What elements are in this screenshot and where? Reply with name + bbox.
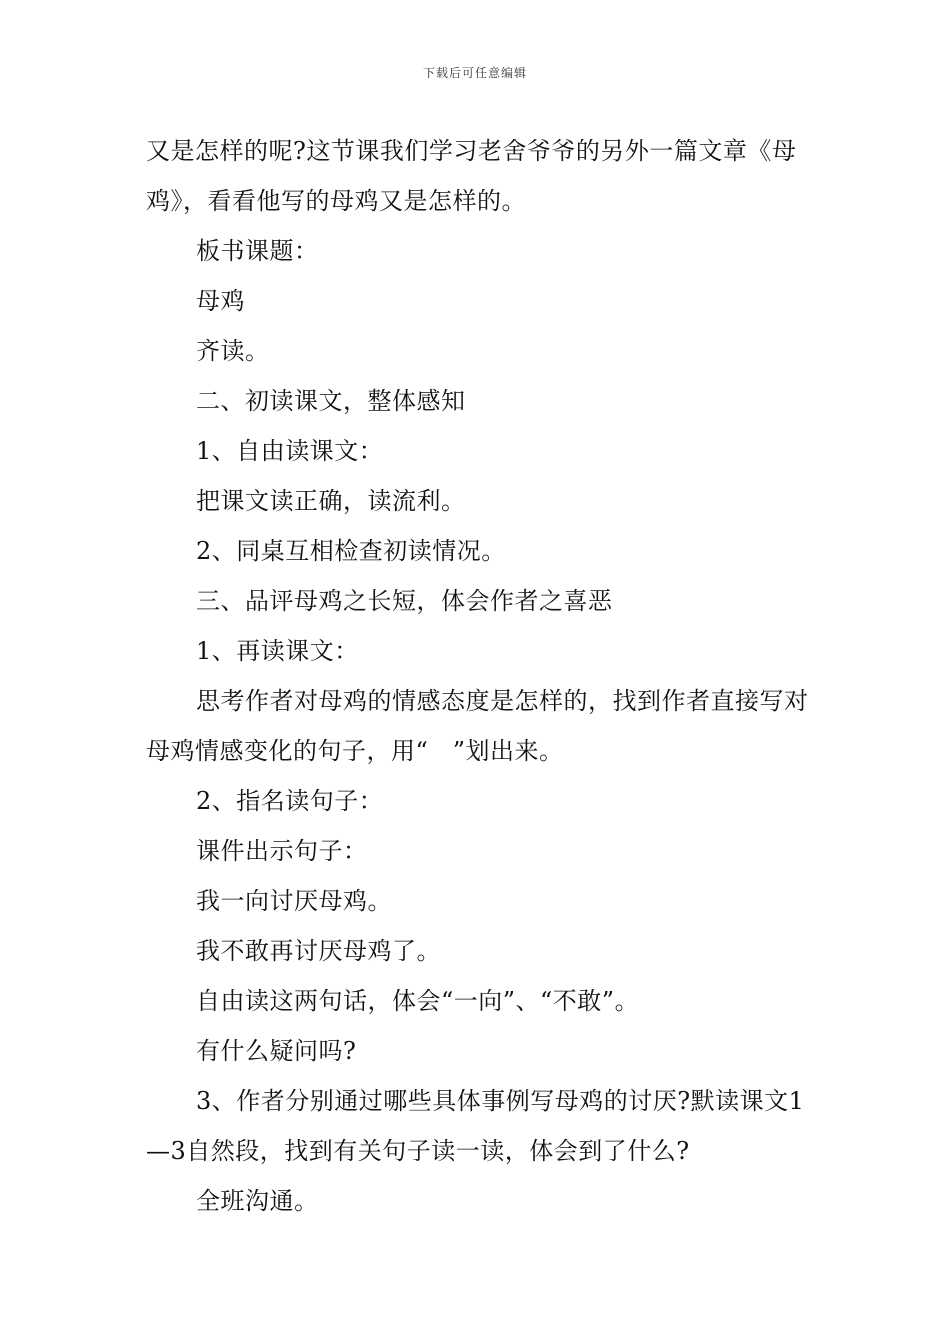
paragraph: 3、作者分别通过哪些具体事例写母鸡的讨厌?默读课文1—3自然段，找到有关句子读一读，体会到了什么? (146, 1087, 805, 1165)
paragraph: 齐读。 (196, 337, 270, 365)
paragraph: 又是怎样的呢?这节课我们学习老舍爷爷的另外一篇文章《母鸡》，看看他写的母鸡又是怎样的。 (146, 137, 797, 215)
section-heading: 三、品评母鸡之长短，体会作者之喜恶 (196, 587, 613, 615)
paragraph: 课件出示句子： (196, 837, 368, 865)
paragraph: 2、指名读句子： (196, 787, 384, 815)
paragraph: 1、再读课文： (196, 637, 359, 665)
paragraph: 有什么疑问吗? (196, 1037, 357, 1065)
paragraph: 自由读这两句话，体会“一向”、“不敢”。 (196, 987, 640, 1015)
paragraph: 思考作者对母鸡的情感态度是怎样的，找到作者直接写对母鸡情感变化的句子，用“ ”划出来。 (146, 687, 809, 765)
paragraph: 2、同桌互相检查初读情况。 (196, 537, 506, 565)
section-heading: 二、初读课文，整体感知 (196, 387, 466, 415)
page-header: 下载后可任意编辑 (422, 66, 527, 80)
paragraph: 把课文读正确，读流利。 (196, 487, 466, 515)
paragraph: 我不敢再讨厌母鸡了。 (196, 937, 441, 965)
document-body (146, 126, 816, 1226)
paragraph: 1、自由读课文： (196, 437, 384, 465)
paragraph: 我一向讨厌母鸡。 (196, 887, 392, 915)
paragraph: 板书课题： (196, 237, 319, 265)
paragraph: 母鸡 (196, 287, 245, 315)
paragraph: 全班沟通。 (196, 1187, 319, 1215)
